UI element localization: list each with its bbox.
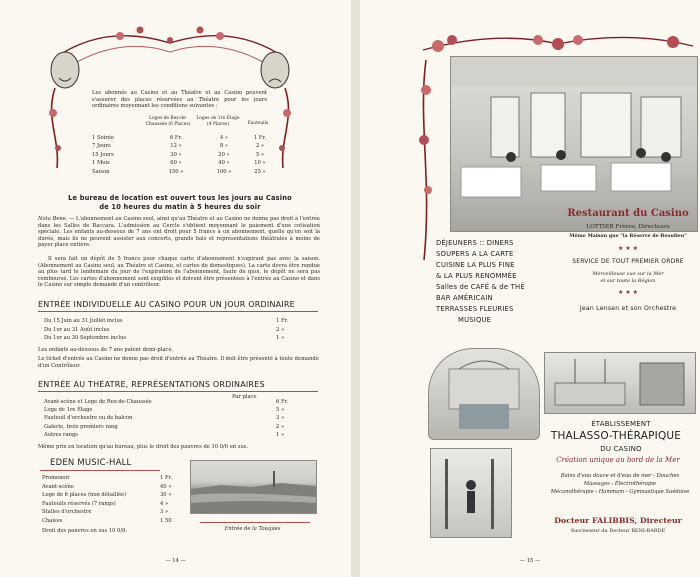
entry-label: Promenoir: [42, 475, 70, 481]
restaurant-title: Restaurant du Casino: [567, 208, 689, 219]
casino-entry-list: [44, 317, 314, 343]
tariff-value: 40 »: [218, 160, 230, 167]
tariff-value: 12 »: [170, 143, 182, 150]
tariff-table: [84, 116, 274, 176]
touques-landscape: [191, 461, 316, 513]
thalasso-title: THALASSO-THÉRAPIQUE: [550, 430, 682, 442]
list-item: Massages - Électrothérapie: [583, 481, 657, 487]
restaurant-photo: [450, 56, 698, 232]
intro-text: Les abonnés au Casino et au Théatre et au Casino peuvent s'assurer des places réservées au Théatre pour les jours ordinaires moyennant les conditions suivantes :: [92, 90, 267, 109]
thalasso-subtitle: DU CASINO: [600, 445, 642, 453]
entry-price: 1 Fr.: [160, 475, 173, 481]
tariff-value: 5 »: [255, 151, 265, 158]
photo-caption: Entrée de la Touques: [224, 526, 281, 532]
per-place-label: Par place: [232, 394, 257, 400]
entry-price: 2 »: [276, 423, 285, 430]
baths-photo: [544, 352, 696, 414]
table-row: [84, 151, 274, 159]
list-item: SOUPERS A LA CARTE: [436, 250, 514, 258]
list-item: [42, 508, 177, 517]
section-title-casino-entry: ENTRÉE INDIVIDUELLE AU CASINO POUR UN JOUR ORDINAIRE: [38, 300, 295, 309]
tariff-label: 1 Mois: [92, 160, 110, 167]
stars-divider-2: ★ ★ ★: [618, 289, 638, 296]
tariff-label: 15 Jours: [92, 151, 114, 158]
tariff-label: 1 Soirée: [92, 135, 114, 141]
list-item: [44, 414, 314, 422]
thalasso-establishment: ÉTABLISSEMENT: [591, 420, 651, 428]
entry-label: Avant-scène et Loge de Rez-de-Chaussée: [44, 399, 152, 405]
list-item: Salles de CAFÉ & de THÉ: [436, 283, 525, 291]
restaurant-same-house: Même Maison que "la Réserve de Beaulieu": [569, 233, 687, 239]
gym-photo: [430, 448, 512, 538]
thalasso-tagline: Création unique au bord de la Mer: [556, 456, 680, 464]
table-row: [84, 168, 274, 176]
list-item: [44, 423, 314, 431]
entry-price: 1 50: [160, 517, 172, 524]
tariff-value: 2 »: [255, 143, 265, 150]
stars-divider: ★ ★ ★: [618, 245, 638, 252]
table-row: [84, 142, 274, 150]
entry-label: Fauteuils réservés (7 rangs): [42, 500, 116, 507]
entry-label: Galerie, trois premiers rang: [44, 423, 118, 430]
tariff-header-rdc: Loges de Rez-de-Chaussée (6 Places): [145, 116, 191, 127]
list-item: Mécanothérapie - Hammam - Gymnastique Suédoise: [550, 489, 690, 495]
list-item: [44, 398, 314, 406]
list-item: [44, 326, 314, 335]
list-item: [42, 483, 177, 492]
restaurant-interior: [451, 57, 697, 231]
eden-note: Droit des pauvres en sus 10 0/0.: [42, 528, 128, 534]
orchestra-line: Jean Lensen et son Orchestre: [579, 305, 677, 312]
table-row: [84, 159, 274, 167]
list-item: [44, 406, 314, 414]
view-line-1: Merveilleuse vue sur la Mer: [592, 271, 664, 277]
entry-label: Loge de 1re Étage: [44, 407, 93, 414]
tariff-value: 6 Fr.: [169, 135, 183, 141]
table-row: [84, 134, 274, 142]
tariff-value: 60 »: [170, 160, 182, 167]
list-item: [44, 431, 314, 439]
list-item: [44, 317, 314, 326]
tariff-value: 1 Fr.: [253, 135, 267, 141]
children-note: Les enfants au-dessous de 7 ans paient demi-place.: [38, 347, 174, 353]
entry-price: 2 »: [276, 326, 285, 333]
tariff-header-fauteuils: Fauteuils: [247, 121, 269, 126]
entry-price: 4 »: [160, 500, 169, 507]
nota-bene-text: — L'abonnement au Casino seul, ainsi qu'au Théatre et au Casino ne donne pas droit à l'entrée dans les Salles de Baccara. L'admission au Cercle s'obtient moyennant le paiement d'une cotisation spéciale. Les enfants au-dessous de 7 ans ont droit pour 5 francs à un abonnement, quelle qu'en soit la durée, mais ils ne peuvent assister aux concerts, grands bals et représentations théâtrales à moins de payer place entière.: [38, 216, 321, 248]
tariff-value: 4 »: [219, 135, 229, 141]
entry-price: 30 »: [160, 492, 172, 499]
thalasso-services: [540, 472, 700, 496]
entry-label: Chaises: [42, 517, 63, 524]
eden-title: EDEN MUSIC-HALL: [50, 458, 132, 468]
list-item: [42, 491, 177, 500]
book-gutter: [351, 0, 360, 577]
restaurant-directors: LOTTIER Frères, Directeurs: [586, 224, 670, 230]
baths-interior: [545, 353, 695, 413]
entry-label: Du 1er au 31 Août inclus: [44, 326, 110, 333]
office-hours-line2: de 10 heures du matin à 5 heures du soir: [99, 203, 261, 211]
eden-price-list: [42, 474, 177, 526]
right-page: [360, 0, 700, 577]
pool-interior: [429, 349, 539, 439]
tariff-header-etage: Loges de 1re Étage (4 Places): [196, 116, 240, 127]
entry-price: 5 »: [276, 407, 285, 414]
tariff-label: 7 Jours: [92, 143, 111, 150]
doctor-name: Docteur FALIBBIS, Directeur: [554, 516, 682, 525]
list-item: [42, 500, 177, 509]
page-number-left: — 14 —: [165, 558, 186, 564]
tariff-value: 30 »: [170, 151, 182, 158]
theatre-entry-list: [44, 398, 314, 439]
service-line: SERVICE DE TOUT PREMIER ORDRE: [572, 258, 684, 265]
entry-label: Avant-scène: [42, 483, 74, 490]
location-note: Même prix en location qu'au bureau, plus le droit des pauvres de 10 0/0 en sus.: [38, 444, 249, 450]
list-item: MUSIQUE: [458, 316, 492, 324]
list-item: CUISINE LA PLUS FINE: [436, 261, 515, 269]
pool-photo: [428, 348, 540, 440]
entry-label: Fauteuil d'orchestre ou de balcon: [44, 415, 133, 422]
tariff-value: 100 »: [216, 168, 232, 175]
tariff-label: Saison: [92, 168, 110, 175]
tariff-value: 10 »: [254, 160, 266, 167]
entry-price: 6 Fr.: [276, 399, 289, 405]
page-number-right: — 15 —: [519, 558, 541, 564]
list-item: DÉJEUNERS :: DINERS: [436, 239, 514, 247]
entry-price: 3 »: [160, 509, 169, 516]
list-item: [42, 474, 177, 483]
list-item: [44, 334, 314, 343]
entry-label: Du 15 Juin au 31 Juillet inclus: [44, 318, 123, 324]
list-item: & LA PLUS RENOMMÉE: [436, 272, 517, 280]
list-item: Bains d'eau douce et d'eau de mer - Douches: [560, 473, 680, 479]
entry-price: 1 Fr.: [276, 318, 289, 324]
entry-label: Autres rangs: [44, 431, 78, 438]
gym-interior: [431, 449, 511, 537]
list-item: [42, 517, 177, 526]
nota-bene-label: Nota Bene.: [38, 216, 68, 222]
entry-label: Stalles d'orchestre: [42, 509, 92, 516]
restaurant-menu-list: [436, 238, 548, 326]
entry-price: 3 »: [276, 415, 285, 422]
entry-label: Loge de 6 places (non détaillée): [42, 492, 127, 499]
view-line-2: et sur toute la Région: [600, 278, 656, 284]
list-item: TERRASSES FLEURIES: [436, 305, 514, 313]
office-hours-line1: Le bureau de location est ouvert tous les jours au Casino: [68, 194, 292, 202]
tariff-value: 20 »: [218, 151, 230, 158]
entry-price: 1 »: [276, 335, 285, 342]
tariff-value: 8 »: [219, 143, 229, 150]
ticket-note: Le ticket d'entrée au Casino ne donne pas droit d'entrée au Théatre. Il doit être présenté à toute demande d'un Contrôleur.: [38, 356, 319, 369]
touques-photo: [190, 460, 317, 514]
section-title-theatre-entry: ENTRÉE AU THÉATRE, REPRÉSENTATIONS ORDINAIRES: [38, 380, 265, 389]
nota-bene: [38, 216, 320, 249]
list-item: BAR AMÉRICAIN: [436, 294, 493, 302]
tariff-value: 150 »: [168, 168, 184, 175]
photo-ornament: [200, 512, 310, 523]
entry-price: 40 »: [160, 483, 172, 490]
entry-label: Du 1er au 30 Septembre inclus: [44, 335, 127, 342]
entry-price: 1 »: [276, 431, 285, 438]
doctor-successor: Successeur du Docteur BENI-BARDE: [570, 528, 666, 534]
deposit-text: Il sera fait un dépôt de 5 francs pour chaque carte d'abonnement n'expirant pas avec la saison. (Abonnement au Casino seul, au Théatre et Casino, et cartes de domestiques). La carte devra être rendue au plus tard le lendemain du jour de l'expiration de l'abonnement, faute de quoi, le dépôt ne sera pas remboursé. Les cartes d'abonnement sont exigibles et doivent être présentées à l'entrée au Casino et dans le Casino sur simple demande d'un contrôleur.: [38, 256, 320, 288]
tariff-value: 25 »: [254, 168, 266, 175]
